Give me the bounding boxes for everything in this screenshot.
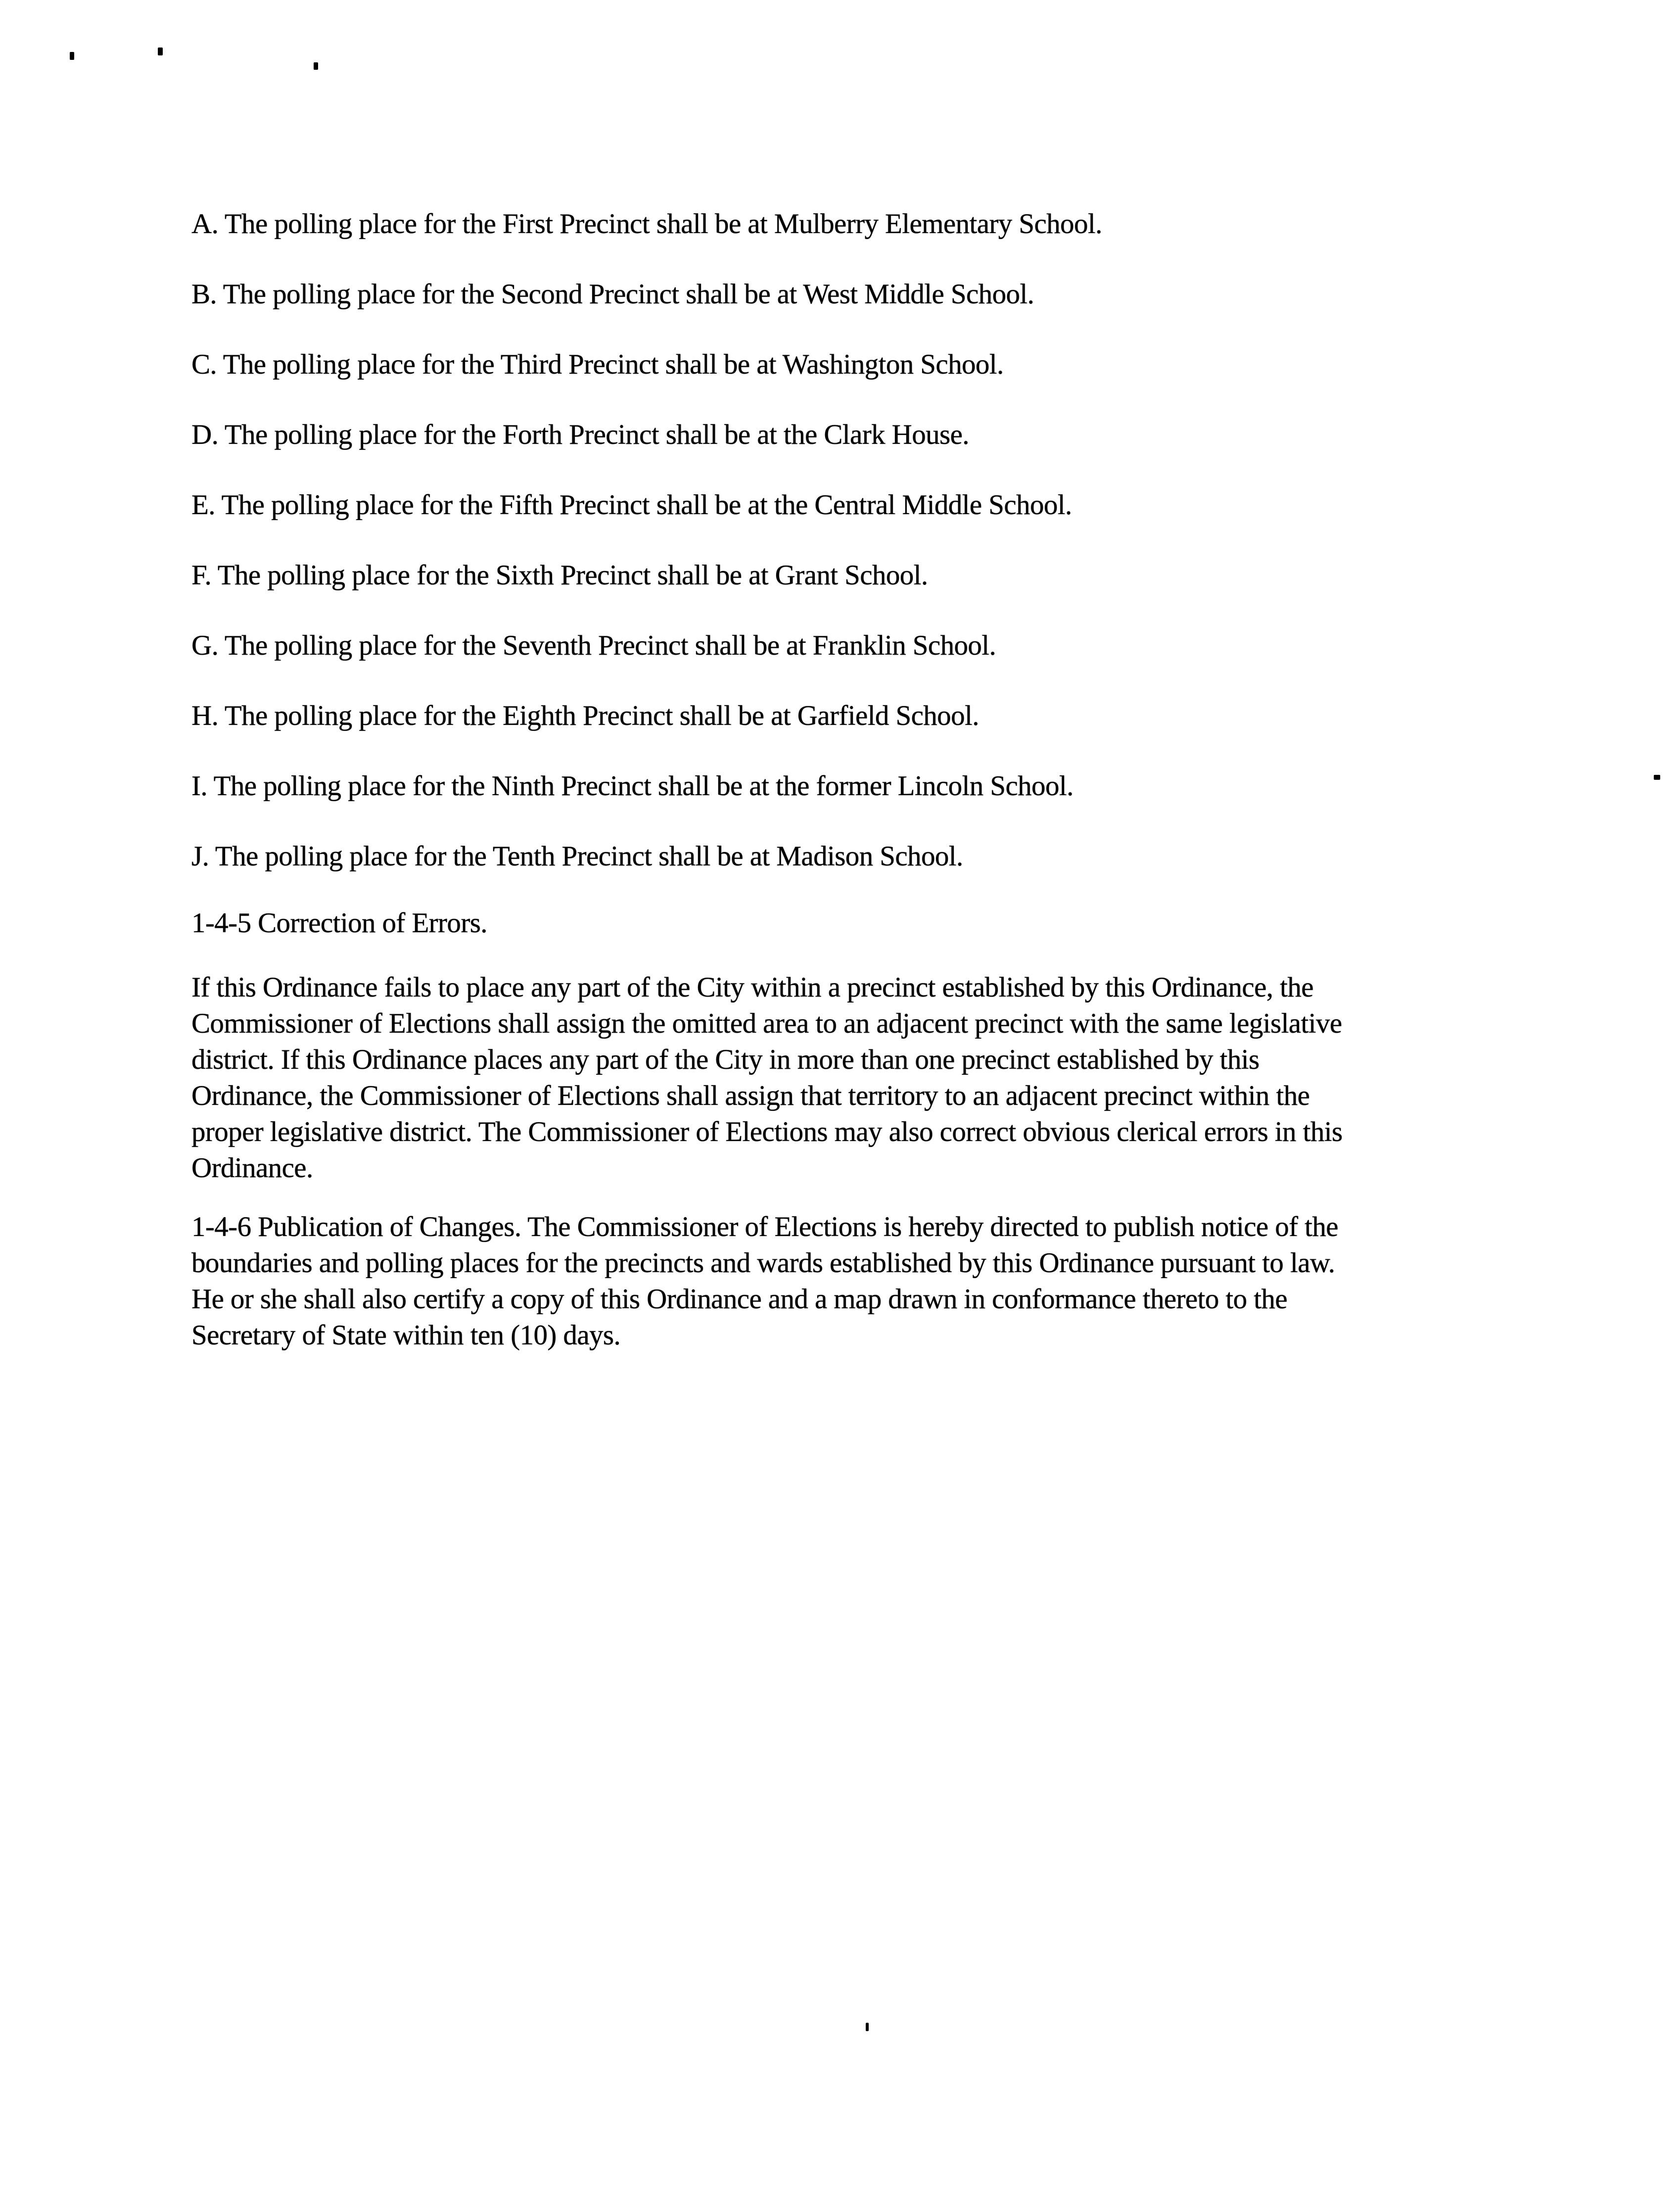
- scan-artifact-dot: [314, 62, 318, 70]
- list-item-g: G. The polling place for the Seventh Precinct shall be at Franklin School.: [191, 630, 996, 661]
- scan-artifact-dot: [158, 48, 163, 55]
- list-item-i: I. The polling place for the Ninth Precinct shall be at the former Lincoln School.: [191, 770, 1073, 802]
- list-item-d: D. The polling place for the Forth Precinct shall be at the Clark House.: [191, 419, 969, 450]
- list-item-e: E. The polling place for the Fifth Precinct shall be at the Central Middle School.: [191, 489, 1072, 521]
- list-item-f: F. The polling place for the Sixth Precinct shall be at Grant School.: [191, 560, 928, 591]
- list-item-a: A. The polling place for the First Precinct shall be at Mulberry Elementary School.: [191, 208, 1102, 239]
- list-item-j: J. The polling place for the Tenth Precinct shall be at Madison School.: [191, 841, 963, 872]
- document-content: [191, 206, 1343, 1353]
- paragraph-line: district. If this Ordinance places any part of the City in more than one precinct established by this: [191, 1044, 1260, 1075]
- section-1-4-5-body: [191, 969, 1343, 1186]
- paragraph-line: He or she shall also certify a copy of this Ordinance and a map drawn in conformance thereto to the: [191, 1284, 1288, 1315]
- list-item-b: B. The polling place for the Second Precinct shall be at West Middle School.: [191, 279, 1034, 310]
- section-1-4-5-heading: 1-4-5 Correction of Errors.: [191, 907, 487, 939]
- paragraph-line: Commissioner of Elections shall assign the omitted area to an adjacent precinct with the same legislative: [191, 1008, 1342, 1039]
- list-item-c: C. The polling place for the Third Precinct shall be at Washington School.: [191, 349, 1004, 380]
- paragraph-line: Ordinance.: [191, 1152, 313, 1184]
- scan-artifact-dot: [866, 2023, 869, 2031]
- list-item-h: H. The polling place for the Eighth Precinct shall be at Garfield School.: [191, 700, 979, 731]
- paragraph-line: Secretary of State within ten (10) days.: [191, 1320, 621, 1351]
- section-1-4-6-body: [191, 1209, 1343, 1353]
- paragraph-line: Ordinance, the Commissioner of Elections shall assign that territory to an adjacent precinct within the: [191, 1080, 1310, 1111]
- paragraph-line: boundaries and polling places for the precincts and wards established by this Ordinance pursuant to law.: [191, 1247, 1335, 1279]
- paragraph-line: proper legislative district. The Commissioner of Elections may also correct obvious clerical errors in this: [191, 1116, 1343, 1147]
- scan-artifact-dot: [70, 52, 74, 60]
- paragraph-line: If this Ordinance fails to place any part of the City within a precinct established by this Ordinance, the: [191, 972, 1313, 1003]
- paragraph-line: 1-4-6 Publication of Changes. The Commissioner of Elections is hereby directed to publish notice of the: [191, 1211, 1339, 1242]
- scan-artifact-dot: [1654, 775, 1660, 780]
